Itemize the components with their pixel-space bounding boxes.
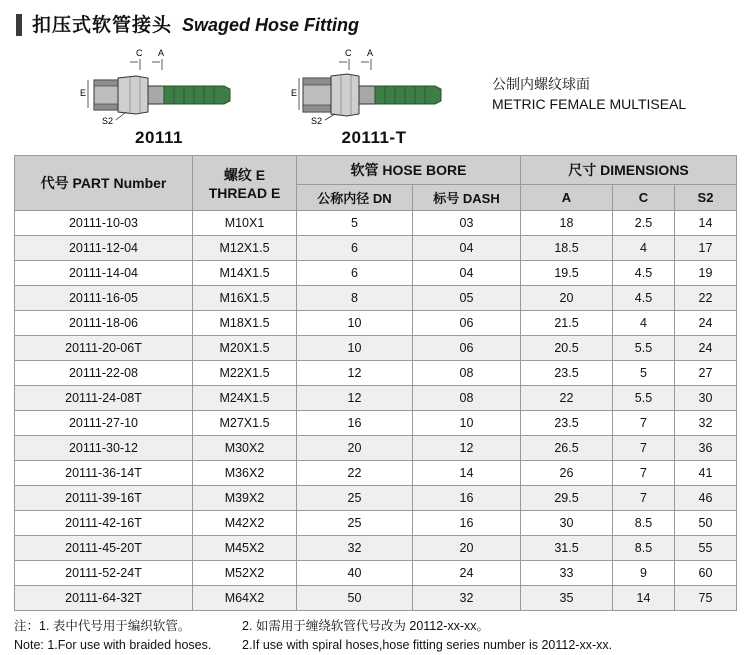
cell-part-number: 20111-12-04 bbox=[15, 236, 193, 261]
cell-dash: 24 bbox=[413, 561, 521, 586]
cell-dash: 16 bbox=[413, 511, 521, 536]
cell-dim-c: 8.5 bbox=[613, 511, 675, 536]
cell-part-number: 20111-20-06T bbox=[15, 336, 193, 361]
cell-part-number: 20111-10-03 bbox=[15, 211, 193, 236]
header-dim-s2: S2 bbox=[675, 185, 737, 211]
note-en-2: 2.If use with spiral hoses,hose fitting series number is 20112-xx-xx. bbox=[242, 637, 613, 652]
note-row-en bbox=[14, 636, 736, 655]
cell-dim-c: 4.5 bbox=[613, 261, 675, 286]
cell-dim-s2: 46 bbox=[675, 486, 737, 511]
cell-dim-a: 35 bbox=[521, 586, 613, 611]
cell-dim-a: 26.5 bbox=[521, 436, 613, 461]
svg-text:C: C bbox=[136, 48, 143, 58]
cell-dim-s2: 14 bbox=[675, 211, 737, 236]
cell-dash: 08 bbox=[413, 386, 521, 411]
table-row bbox=[15, 561, 737, 586]
header-thread-en: THREAD E bbox=[208, 185, 281, 201]
cell-dn: 16 bbox=[297, 411, 413, 436]
note-cn-2: 2. 如需用于缠绕软管代号改为 20112-xx-xx。 bbox=[242, 619, 490, 633]
cell-dim-a: 23.5 bbox=[521, 411, 613, 436]
note-cn-1: 注：1. 表中代号用于编织软管。 bbox=[14, 619, 191, 633]
cell-dim-c: 4.5 bbox=[613, 286, 675, 311]
cell-dash: 32 bbox=[413, 586, 521, 611]
cell-dim-a: 20 bbox=[521, 286, 613, 311]
table-body bbox=[15, 211, 737, 611]
cell-dim-a: 29.5 bbox=[521, 486, 613, 511]
cell-part-number: 20111-42-16T bbox=[15, 511, 193, 536]
table-row bbox=[15, 586, 737, 611]
cell-dim-c: 7 bbox=[613, 411, 675, 436]
cell-part-number: 20111-52-24T bbox=[15, 561, 193, 586]
cell-dim-c: 5 bbox=[613, 361, 675, 386]
header-thread bbox=[193, 156, 297, 211]
header-dim-c: C bbox=[613, 185, 675, 211]
cell-dim-a: 23.5 bbox=[521, 361, 613, 386]
cell-dim-s2: 17 bbox=[675, 236, 737, 261]
table-row bbox=[15, 486, 737, 511]
cell-dim-s2: 55 bbox=[675, 536, 737, 561]
cell-dash: 14 bbox=[413, 461, 521, 486]
cell-dash: 06 bbox=[413, 336, 521, 361]
cell-dim-a: 20.5 bbox=[521, 336, 613, 361]
cell-dim-a: 21.5 bbox=[521, 311, 613, 336]
cell-dim-s2: 19 bbox=[675, 261, 737, 286]
cell-dim-s2: 60 bbox=[675, 561, 737, 586]
cell-dash: 20 bbox=[413, 536, 521, 561]
cell-dn: 10 bbox=[297, 336, 413, 361]
table-row bbox=[15, 411, 737, 436]
cell-thread: M36X2 bbox=[193, 461, 297, 486]
cell-dn: 20 bbox=[297, 436, 413, 461]
cell-dash: 04 bbox=[413, 261, 521, 286]
cell-dn: 25 bbox=[297, 511, 413, 536]
fitting-drawing-20111-T bbox=[289, 46, 459, 126]
table-row bbox=[15, 436, 737, 461]
note-row-cn bbox=[14, 617, 736, 636]
cell-dash: 03 bbox=[413, 211, 521, 236]
cell-dim-c: 7 bbox=[613, 461, 675, 486]
cell-dim-a: 33 bbox=[521, 561, 613, 586]
cell-part-number: 20111-24-08T bbox=[15, 386, 193, 411]
cell-dim-a: 19.5 bbox=[521, 261, 613, 286]
svg-text:A: A bbox=[367, 48, 374, 58]
cell-dim-a: 18 bbox=[521, 211, 613, 236]
header-dimensions: 尺寸 DIMENSIONS bbox=[521, 156, 737, 185]
header-part-number: 代号 PART Number bbox=[15, 156, 193, 211]
cell-dim-a: 31.5 bbox=[521, 536, 613, 561]
cell-dim-s2: 50 bbox=[675, 511, 737, 536]
cell-dn: 12 bbox=[297, 386, 413, 411]
cell-dim-c: 9 bbox=[613, 561, 675, 586]
cell-dn: 8 bbox=[297, 286, 413, 311]
cell-dim-c: 4 bbox=[613, 311, 675, 336]
table-row bbox=[15, 386, 737, 411]
figure-20111-T bbox=[289, 46, 459, 148]
cell-dim-c: 2.5 bbox=[613, 211, 675, 236]
cell-part-number: 20111-39-16T bbox=[15, 486, 193, 511]
cell-dim-s2: 22 bbox=[675, 286, 737, 311]
table-row bbox=[15, 311, 737, 336]
header-dash: 标号 DASH bbox=[413, 185, 521, 211]
cell-part-number: 20111-16-05 bbox=[15, 286, 193, 311]
cell-thread: M20X1.5 bbox=[193, 336, 297, 361]
table-row bbox=[15, 236, 737, 261]
cell-dim-c: 5.5 bbox=[613, 336, 675, 361]
cell-dim-s2: 32 bbox=[675, 411, 737, 436]
cell-thread: M64X2 bbox=[193, 586, 297, 611]
svg-text:C: C bbox=[345, 48, 352, 58]
figure-caption-20111-T: 20111-T bbox=[341, 128, 407, 147]
cell-dn: 50 bbox=[297, 586, 413, 611]
header-dim-a: A bbox=[521, 185, 613, 211]
cell-thread: M10X1 bbox=[193, 211, 297, 236]
table-row bbox=[15, 361, 737, 386]
cell-thread: M42X2 bbox=[193, 511, 297, 536]
cell-dim-c: 7 bbox=[613, 436, 675, 461]
header-dn: 公称内径 DN bbox=[297, 185, 413, 211]
cell-part-number: 20111-14-04 bbox=[15, 261, 193, 286]
cell-dim-c: 7 bbox=[613, 486, 675, 511]
cell-dim-c: 4 bbox=[613, 236, 675, 261]
table-row bbox=[15, 286, 737, 311]
cell-dim-s2: 27 bbox=[675, 361, 737, 386]
cell-dash: 12 bbox=[413, 436, 521, 461]
header-accent-bar bbox=[16, 14, 22, 36]
table-row bbox=[15, 536, 737, 561]
cell-dash: 10 bbox=[413, 411, 521, 436]
table-row bbox=[15, 461, 737, 486]
cell-dim-s2: 36 bbox=[675, 436, 737, 461]
cell-dn: 6 bbox=[297, 261, 413, 286]
cell-dn: 10 bbox=[297, 311, 413, 336]
table-row bbox=[15, 211, 737, 236]
svg-text:A: A bbox=[158, 48, 165, 58]
header-hose-bore: 软管 HOSE BORE bbox=[297, 156, 521, 185]
cell-part-number: 20111-22-08 bbox=[15, 361, 193, 386]
fitting-drawing-20111 bbox=[74, 46, 244, 126]
cell-thread: M24X1.5 bbox=[193, 386, 297, 411]
cell-dim-s2: 24 bbox=[675, 336, 737, 361]
cell-dash: 06 bbox=[413, 311, 521, 336]
figures-area bbox=[14, 46, 736, 151]
cell-dash: 08 bbox=[413, 361, 521, 386]
page-title-en: Swaged Hose Fitting bbox=[182, 15, 360, 35]
cell-dim-s2: 30 bbox=[675, 386, 737, 411]
cell-part-number: 20111-45-20T bbox=[15, 536, 193, 561]
cell-dn: 40 bbox=[297, 561, 413, 586]
cell-dn: 22 bbox=[297, 461, 413, 486]
cell-dim-s2: 24 bbox=[675, 311, 737, 336]
cell-dn: 6 bbox=[297, 236, 413, 261]
cell-dash: 16 bbox=[413, 486, 521, 511]
header-thread-cn: 螺纹 E bbox=[223, 167, 266, 183]
table-row bbox=[15, 336, 737, 361]
note-en-1: Note: 1.For use with braided hoses. bbox=[14, 637, 212, 652]
cell-dim-c: 5.5 bbox=[613, 386, 675, 411]
cell-thread: M16X1.5 bbox=[193, 286, 297, 311]
cell-dash: 04 bbox=[413, 236, 521, 261]
svg-text:E: E bbox=[80, 88, 87, 98]
cell-thread: M52X2 bbox=[193, 561, 297, 586]
table-header bbox=[15, 156, 737, 211]
cell-dim-c: 14 bbox=[613, 586, 675, 611]
table-row bbox=[15, 261, 737, 286]
specification-table bbox=[14, 155, 737, 611]
cell-thread: M12X1.5 bbox=[193, 236, 297, 261]
svg-text:S2: S2 bbox=[311, 116, 323, 126]
cell-thread: M30X2 bbox=[193, 436, 297, 461]
cell-thread: M39X2 bbox=[193, 486, 297, 511]
svg-text:E: E bbox=[291, 88, 298, 98]
figure-20111 bbox=[74, 46, 244, 148]
footer-notes bbox=[14, 617, 736, 655]
cell-dim-c: 8.5 bbox=[613, 536, 675, 561]
cell-thread: M27X1.5 bbox=[193, 411, 297, 436]
cell-thread: M22X1.5 bbox=[193, 361, 297, 386]
table-row bbox=[15, 511, 737, 536]
cell-thread: M14X1.5 bbox=[193, 261, 297, 286]
cell-dn: 32 bbox=[297, 536, 413, 561]
cell-dim-s2: 75 bbox=[675, 586, 737, 611]
figure-caption-20111: 20111 bbox=[135, 128, 183, 147]
page-header bbox=[14, 10, 736, 40]
cell-dim-a: 30 bbox=[521, 511, 613, 536]
cell-thread: M18X1.5 bbox=[193, 311, 297, 336]
product-description-cn: 公制内螺纹球面 bbox=[492, 76, 590, 92]
product-description-en: METRIC FEMALE MULTISEAL bbox=[492, 96, 687, 113]
cell-part-number: 20111-18-06 bbox=[15, 311, 193, 336]
cell-part-number: 20111-30-12 bbox=[15, 436, 193, 461]
cell-dim-s2: 41 bbox=[675, 461, 737, 486]
cell-part-number: 20111-27-10 bbox=[15, 411, 193, 436]
cell-dash: 05 bbox=[413, 286, 521, 311]
svg-text:S2: S2 bbox=[102, 116, 114, 126]
product-description bbox=[492, 74, 686, 115]
cell-dim-a: 18.5 bbox=[521, 236, 613, 261]
cell-dn: 25 bbox=[297, 486, 413, 511]
page-title-cn: 扣压式软管接头 bbox=[32, 14, 173, 36]
cell-dn: 12 bbox=[297, 361, 413, 386]
cell-part-number: 20111-36-14T bbox=[15, 461, 193, 486]
cell-dim-a: 26 bbox=[521, 461, 613, 486]
cell-dim-a: 22 bbox=[521, 386, 613, 411]
cell-part-number: 20111-64-32T bbox=[15, 586, 193, 611]
cell-thread: M45X2 bbox=[193, 536, 297, 561]
cell-dn: 5 bbox=[297, 211, 413, 236]
